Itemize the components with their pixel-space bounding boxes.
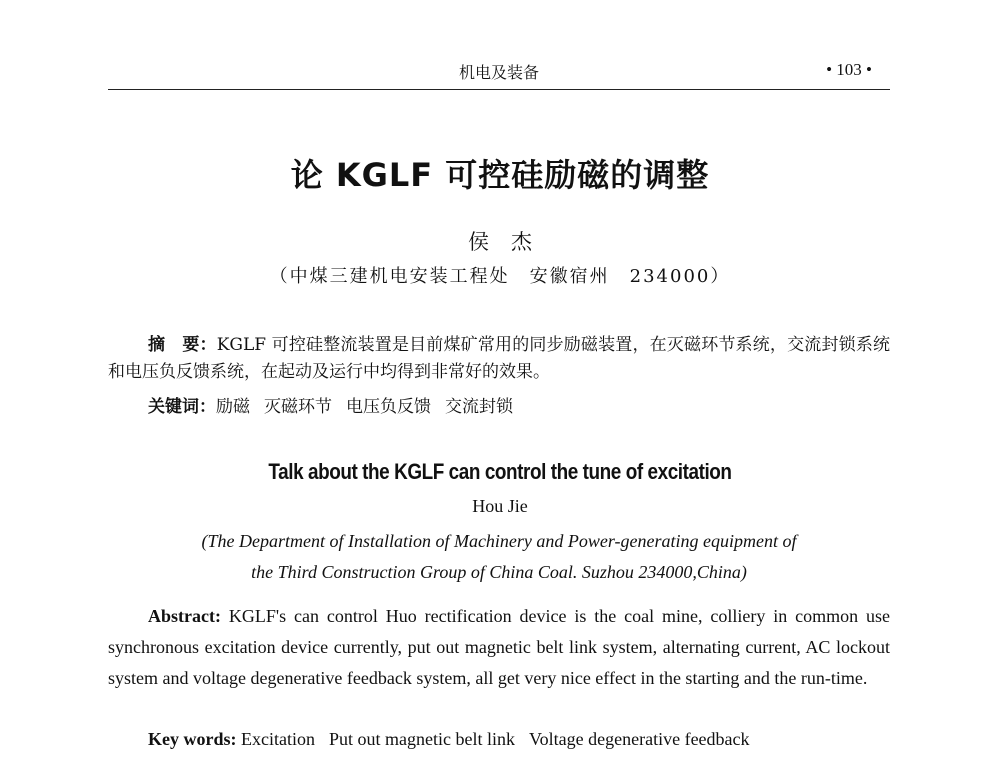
chinese-abstract-label: 摘 要： xyxy=(148,335,217,355)
english-affiliation-line: the Third Construction Group of China Coal. Suzhou 234000,China) xyxy=(251,562,747,582)
english-keyword: Voltage degenerative feedback xyxy=(528,729,750,749)
english-keyword: Excitation xyxy=(241,729,315,749)
article-affiliation: （中煤三建机电安装工程处 安徽宿州 234000） xyxy=(269,266,731,287)
chinese-abstract-text: KGLF 可控硅整流装置是目前煤矿常用的同步励磁装置，在灭磁环节系统，交流封锁系统和电压负反馈系统，在起动及运行中均得到非常好的效果。 xyxy=(108,335,890,382)
article-author: 侯杰 xyxy=(468,230,554,254)
english-keyword: Put out magnetic belt link xyxy=(328,729,515,749)
page-number: • 103 • xyxy=(826,60,872,79)
chinese-keyword: 励磁 xyxy=(216,397,250,417)
english-affiliation-line: (The Department of Installation of Machinery and Power-generating equipment of xyxy=(201,531,797,551)
chinese-keyword: 电压负反馈 xyxy=(346,397,431,417)
header-rule xyxy=(108,89,890,90)
chinese-keyword: 灭磁环节 xyxy=(264,397,332,417)
english-author: Hou Jie xyxy=(472,496,528,516)
journal-section-title: 机电及装备 xyxy=(458,63,539,82)
running-header xyxy=(108,58,890,86)
english-title: Talk about the KGLF can control the tune of excitation xyxy=(268,459,732,484)
english-keywords-label: Key words: xyxy=(148,729,237,749)
chinese-abstract xyxy=(108,332,890,386)
chinese-keywords-label: 关键词： xyxy=(148,397,216,417)
article-title: 论 KGLF 可控硅励磁的调整 xyxy=(290,156,710,194)
english-affiliation xyxy=(108,526,890,588)
english-keywords xyxy=(148,725,890,753)
english-abstract xyxy=(108,601,890,694)
chinese-keywords xyxy=(148,394,890,421)
chinese-keyword: 交流封锁 xyxy=(445,397,513,417)
english-abstract-text: KGLF's can control Huo rectification device is the coal mine, colliery in common use synchronous excitation device currently, put out magnetic belt link system, alternating current, AC lockout system and voltage degenerative feedback system, all get very nice effect in the starting and the run-time. xyxy=(108,606,890,688)
english-abstract-label: Abstract: xyxy=(148,606,221,626)
